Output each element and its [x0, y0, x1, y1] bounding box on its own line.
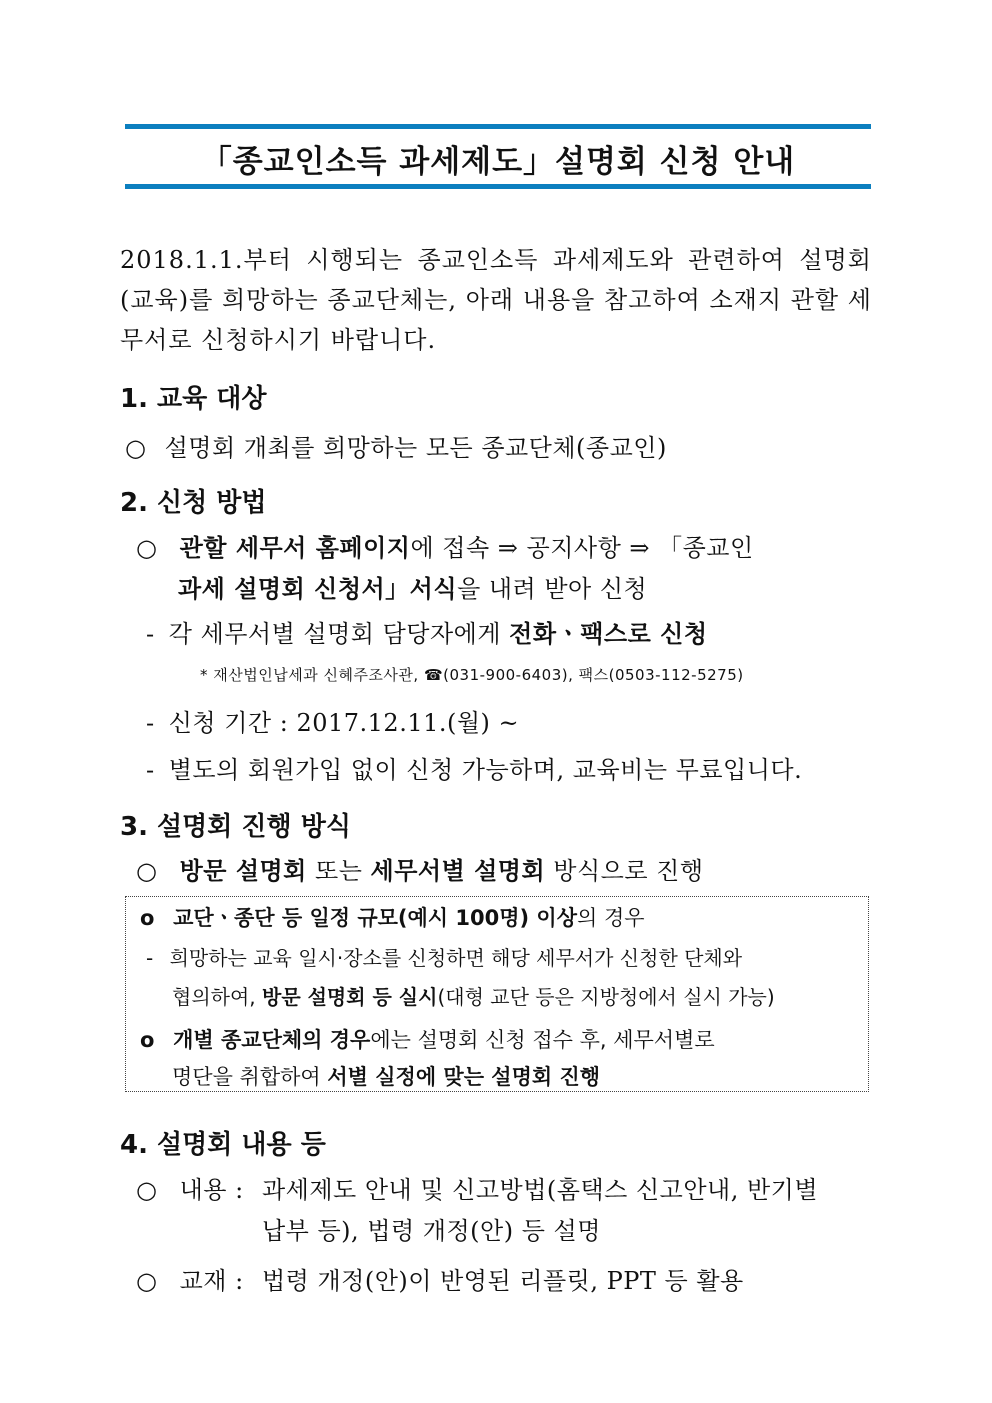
title-rule-top	[125, 124, 871, 129]
main-text1: 또는	[306, 857, 371, 885]
section-1-item	[125, 428, 667, 463]
section-1-heading: 1. 교육 대상	[120, 384, 267, 414]
dash: -	[146, 946, 154, 970]
bullet-circle: ○	[136, 857, 158, 885]
box-item2-text2: 명단을 취합하여	[172, 1065, 328, 1089]
section-2-method-line1	[136, 528, 754, 563]
section-1-item-text: 설명회 개최를 희망하는 모든 종교단체(종교인)	[164, 434, 667, 462]
sub3-text: 별도의 회원가입 없이 신청 가능하며, 교육비는 무료입니다.	[168, 756, 803, 784]
section-2-sub1	[146, 614, 708, 649]
box-sub-line1-text: 희망하는 교육 일시·장소를 신청하면 해당 세무서가 신청한 단체와	[169, 946, 743, 970]
box-item1-sub-line2	[172, 981, 775, 1010]
section-2-heading: 2. 신청 방법	[120, 488, 267, 518]
method-text1: 에 접속 ⇒ 공지사항 ⇒ 「종교인	[410, 534, 754, 562]
box-sub-line2-a: 협의하여,	[172, 985, 262, 1009]
box-item2-line2	[172, 1061, 600, 1091]
main-bold1: 방문 설명회	[179, 856, 307, 885]
material-label: 교재 :	[179, 1267, 244, 1295]
title-rule-bottom	[125, 184, 871, 189]
box-item1-sub-line1	[146, 942, 742, 971]
section-2-sub2	[146, 703, 519, 738]
dash: -	[146, 709, 155, 737]
box-item1-bold: 교단ㆍ종단 등 일정 규모(예시 100명) 이상	[173, 906, 577, 930]
content-line2: 납부 등), 법령 개정(안) 등 설명	[262, 1217, 601, 1245]
box-item1	[140, 902, 645, 932]
sub2-text: 신청 기간 : 2017.12.11.(월) ~	[168, 709, 520, 737]
content-line1: 과세제도 안내 및 신고방법(홈택스 신고안내, 반기별	[262, 1176, 818, 1204]
sub1-text: 각 세무서별 설명회 담당자에게	[168, 620, 510, 648]
dash: -	[146, 620, 155, 648]
intro-paragraph: 2018.1.1.부터 시행되는 종교인소득 과세제도와 관련하여 설명회(교육)를 희망하는 종교단체는, 아래 내용을 참고하여 소재지 관할 세무서로 신청하시기 바랍니다.	[120, 246, 872, 354]
content-label: 내용 :	[179, 1176, 244, 1204]
bullet-circle: ○	[136, 1267, 158, 1295]
section-2-sub3	[146, 750, 802, 785]
bullet-circle: ○	[136, 1176, 158, 1204]
section-3-heading: 3. 설명회 진행 방식	[120, 812, 351, 842]
box-item2-bold1: 개별 종교단체의 경우	[173, 1028, 371, 1052]
sub1-bold: 전화ㆍ팩스로 신청	[509, 619, 708, 648]
section-2-method-line2	[178, 569, 647, 604]
method-bold-form: 과세 설명회 신청서」서식	[178, 574, 458, 603]
section-4-content-line1	[136, 1170, 244, 1205]
method-bold-homepage: 관할 세무서 홈페이지	[179, 533, 411, 562]
bullet-o: o	[140, 906, 155, 930]
box-item2-line1	[140, 1024, 715, 1054]
main-text2: 방식으로 진행	[545, 857, 704, 885]
dash: -	[146, 756, 155, 784]
bullet-circle: ○	[125, 434, 147, 462]
material-text: 법령 개정(안)이 반영된 리플릿, PPT 등 활용	[262, 1267, 744, 1295]
section-3-main	[136, 851, 704, 886]
method-text2: 을 내려 받아 신청	[457, 575, 648, 603]
box-sub-line2-bold: 방문 설명회 등 실시	[262, 985, 438, 1009]
box-sub-line2-b: (대형 교단 등은 지방청에서 실시 가능)	[437, 985, 775, 1009]
contact-note: * 재산법인납세과 신혜주조사관, ☎(031-900-6403), 팩스(0503-112-5275)	[200, 666, 744, 684]
page-title: 「종교인소득 과세제도」설명회 신청 안내	[200, 144, 796, 180]
section-4-material	[136, 1261, 244, 1296]
box-item2-bold2: 서별 실정에 맞는 설명회 진행	[327, 1065, 601, 1089]
box-item1-text: 의 경우	[577, 906, 645, 930]
bullet-circle: ○	[136, 534, 158, 562]
main-bold2: 세무서별 설명회	[370, 856, 546, 885]
section-4-heading: 4. 설명회 내용 등	[120, 1130, 326, 1160]
box-item2-text1: 에는 설명회 신청 접수 후, 세무서별로	[370, 1028, 715, 1052]
bullet-o: o	[140, 1028, 155, 1052]
